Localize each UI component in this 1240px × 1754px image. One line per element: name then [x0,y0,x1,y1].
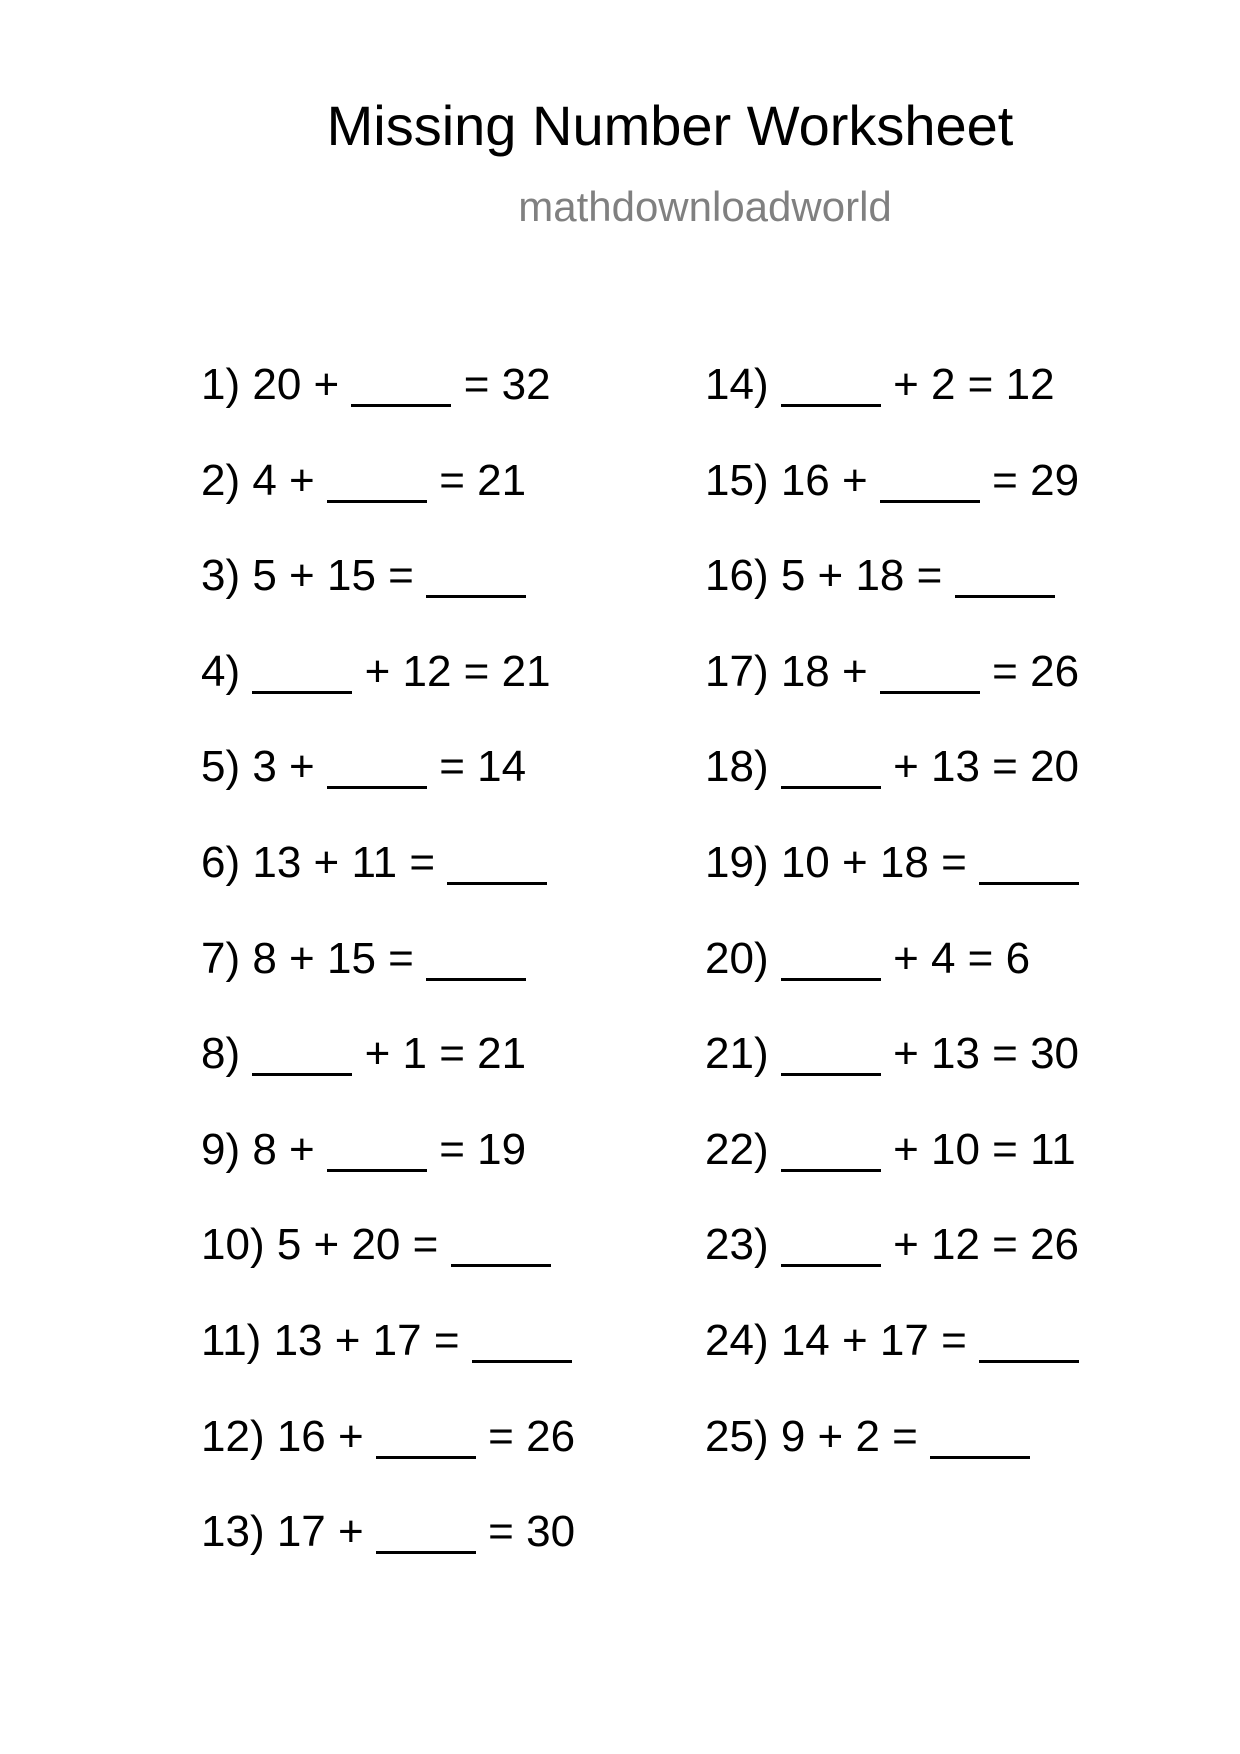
expression-text: 13 + 17 = [273,1315,460,1365]
problem-item [705,830,1079,926]
problem-number: 19) [705,837,769,887]
expression-text: + 10 = 11 [893,1124,1076,1174]
problem-item [201,543,575,639]
problem-number: 17) [705,646,769,696]
answer-blank[interactable] [781,1125,881,1172]
problem-number: 4) [201,646,241,696]
expression-text: + 4 = 6 [893,933,1031,983]
expression-text: + 12 = 26 [893,1220,1080,1270]
expression-text: + 12 = 21 [364,646,551,696]
answer-blank[interactable] [376,1507,476,1554]
expression-text: 4 + [252,455,315,505]
answer-blank[interactable] [426,934,526,981]
expression-text: + 1 = 21 [364,1029,527,1079]
answer-blank[interactable] [327,456,427,503]
problem-number: 6) [201,837,241,887]
answer-blank[interactable] [351,360,451,407]
expression-text: = 32 [463,360,551,409]
problem-item [705,1117,1079,1213]
problem-number: 1) [201,360,241,409]
problem-item [705,1212,1079,1308]
problem-item [201,1212,575,1308]
expression-text: 16 + [276,1411,364,1461]
answer-blank[interactable] [781,360,881,407]
expression-text: 18 + [780,646,868,696]
answer-blank[interactable] [447,838,547,885]
problem-number: 20) [705,933,769,983]
problem-item [201,639,575,735]
problem-item [705,639,1079,735]
expression-text: 5 + 18 = [780,551,943,601]
answer-blank[interactable] [451,1220,551,1267]
answer-blank[interactable] [880,647,980,694]
problem-number: 15) [705,455,769,505]
problem-item [201,1117,575,1213]
problem-number: 22) [705,1124,769,1174]
problem-number: 18) [705,742,769,792]
expression-text: 13 + 11 = [252,837,436,887]
problem-item [705,1308,1079,1404]
answer-blank[interactable] [979,1316,1079,1363]
expression-text: 17 + [276,1507,364,1557]
expression-text: = 29 [992,455,1080,505]
problem-number: 13) [201,1507,265,1557]
problem-number: 3) [201,551,241,601]
problem-item [201,830,575,926]
problem-item [705,352,1079,448]
answer-blank[interactable] [979,838,1079,885]
problem-item [201,1499,575,1595]
expression-text: = 14 [439,742,527,792]
problem-number: 12) [201,1411,265,1461]
answer-blank[interactable] [472,1316,572,1363]
answer-blank[interactable] [955,551,1055,598]
problem-item [201,448,575,544]
problem-item [705,734,1079,830]
problem-item [705,926,1079,1022]
answer-blank[interactable] [781,1220,881,1267]
answer-blank[interactable] [252,1029,352,1076]
expression-text: = 21 [439,455,527,505]
expression-text: = 26 [488,1411,576,1461]
expression-text: 8 + 15 = [252,933,414,983]
expression-text: 10 + 18 = [780,837,967,887]
problem-number: 21) [705,1029,769,1079]
answer-blank[interactable] [327,742,427,789]
expression-text: 14 + 17 = [780,1315,967,1365]
problem-item [705,1021,1079,1117]
expression-text: = 26 [992,646,1080,696]
answer-blank[interactable] [781,742,881,789]
answer-blank[interactable] [327,1125,427,1172]
problem-number: 11) [201,1315,262,1365]
expression-text: 8 + [252,1124,315,1174]
expression-text: 9 + 2 = [780,1411,918,1461]
problem-item [201,1021,575,1117]
answer-blank[interactable] [781,1029,881,1076]
expression-text: 3 + [252,742,315,792]
problems-column-right [705,352,1079,1499]
problem-number: 7) [201,933,241,983]
expression-text: = 19 [439,1124,527,1174]
answer-blank[interactable] [880,456,980,503]
answer-blank[interactable] [930,1412,1030,1459]
problem-item [705,448,1079,544]
answer-blank[interactable] [252,647,352,694]
problem-item [705,1404,1079,1500]
problem-number: 24) [705,1315,769,1365]
problem-item [201,1404,575,1500]
problem-number: 5) [201,742,241,792]
problem-number: 2) [201,455,241,505]
problem-number: 16) [705,551,769,601]
expression-text: 16 + [780,455,868,505]
problem-item [705,543,1079,639]
expression-text: + 2 = 12 [893,360,1055,409]
expression-text: + 13 = 20 [893,742,1080,792]
expression-text: = 30 [488,1507,576,1557]
problem-item [201,352,575,448]
worksheet-subtitle: mathdownloadworld [518,183,892,230]
problem-number: 14) [705,360,769,409]
problems-column-left [201,352,575,1595]
problem-number: 25) [705,1411,769,1461]
expression-text: + 13 = 30 [893,1029,1080,1079]
worksheet-title: Missing Number Worksheet [326,94,1014,157]
answer-blank[interactable] [376,1412,476,1459]
problem-number: 10) [201,1220,265,1270]
expression-text: 20 + [252,360,340,409]
problem-number: 23) [705,1220,769,1270]
problem-item [201,1308,575,1404]
problem-number: 9) [201,1124,241,1174]
expression-text: 5 + 20 = [276,1220,439,1270]
answer-blank[interactable] [426,551,526,598]
problem-number: 8) [201,1029,241,1079]
expression-text: 5 + 15 = [252,551,414,601]
problem-item [201,926,575,1022]
problem-item [201,734,575,830]
answer-blank[interactable] [781,934,881,981]
